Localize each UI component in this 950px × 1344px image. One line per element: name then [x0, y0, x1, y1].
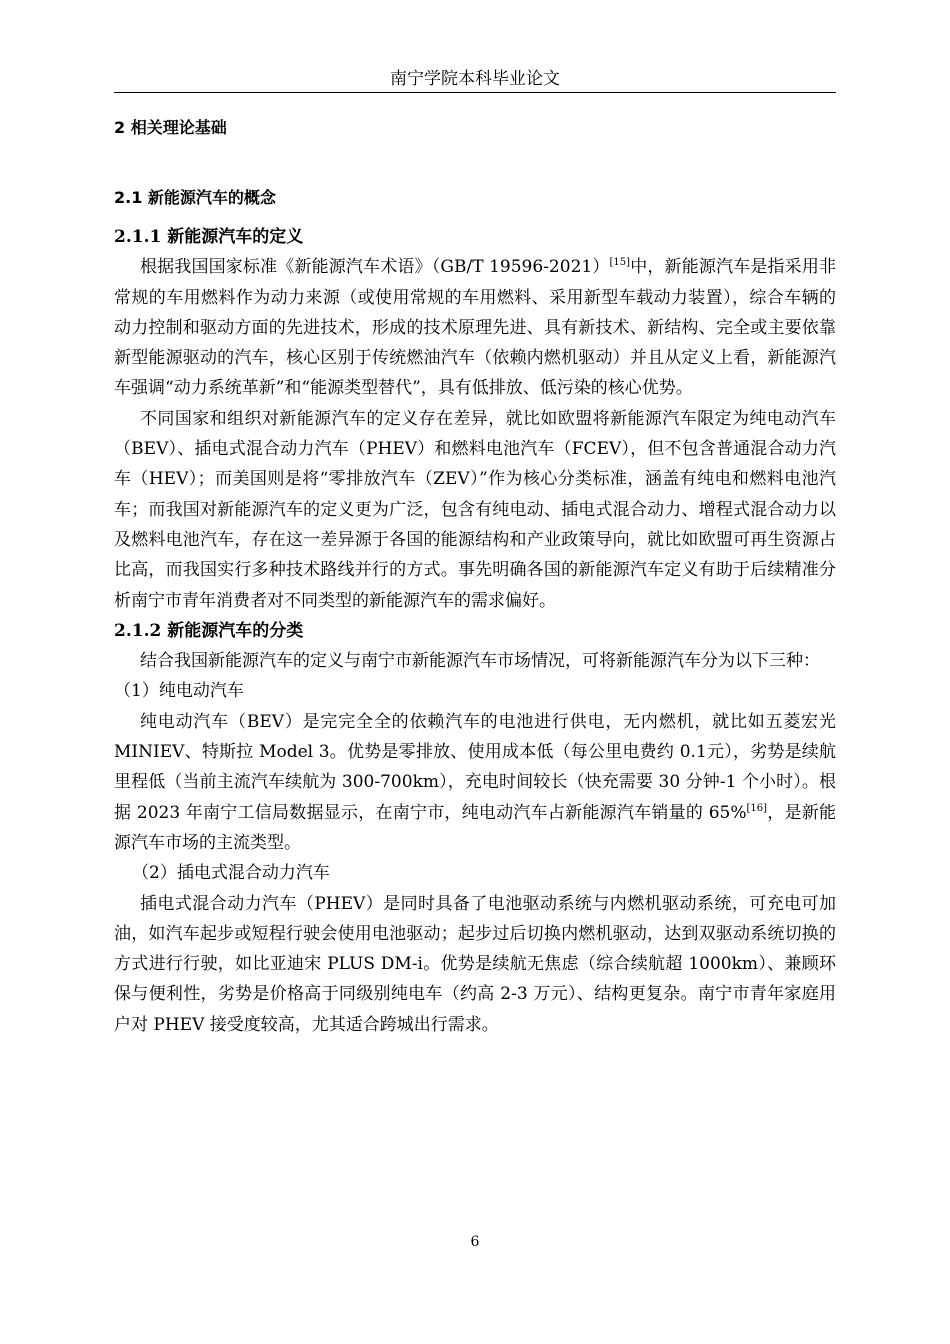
citation-ref-16: [16]	[746, 802, 768, 814]
paragraph-phev: 插电式混合动力汽车（PHEV）是同时具备了电池驱动系统与内燃机驱动系统，可充电可加油，如汽车起步或短程行驶会使用电池驱动；起步过后切换内燃机驱动，达到双驱动系统切换的方式进行行驶，如比亚迪宋 PLUS DM-i。优势是续航无焦虑（综合续航超 1000km）、兼顾环保与便利性，劣势是价格高于同级别纯电车（约高 2-3 万元）、结构更复杂。南宁市青年家庭用户对 PHEV 接受度较高，尤其适合跨城出行需求。	[114, 893, 836, 1035]
section-title-2-1: 2.1 新能源汽车的概念	[114, 188, 276, 207]
paragraph-definition-standard	[114, 252, 836, 403]
paragraph-text: ，是新能源汽车市场的主流类型。	[114, 802, 836, 853]
paragraph-bev	[114, 707, 836, 858]
paragraph-definition-differences: 不同国家和组织对新能源汽车的定义存在差异，就比如欧盟将新能源汽车限定为纯电动汽车（BEV）、插电式混合动力汽车（PHEV）和燃料电池汽车（FCEV），但不包含普通混合动力汽车（HEV）；而美国则是将“零排放汽车（ZEV）”作为核心分类标准，涵盖有纯电和燃料电池汽车；而我国对新能源汽车的定义更为广泛，包含有纯电动、插电式混合动力、增程式混合动力以及燃料电池汽车，存在这一差异源于各国的能源结构和产业政策导向，就比如欧盟可再生资源占比高，而我国实行多种技术路线并行的方式。事先明确各国的新能源汽车定义有助于后续精准分析南宁市青年消费者对不同类型的新能源汽车的需求偏好。	[114, 408, 836, 611]
section-spacer	[114, 214, 836, 222]
header-rule	[114, 92, 836, 93]
item-title-bev: （1）纯电动汽车	[114, 681, 244, 702]
chapter-title: 2 相关理论基础	[114, 118, 227, 137]
citation-ref-15: [15]	[609, 257, 631, 269]
paragraph-text: 纯电动汽车（BEV）是完完全全的依赖汽车的电池进行供电，无内燃机，就比如五菱宏光 MINIEV、特斯拉 Model 3。优势是零排放、使用成本低（每公里电费约 0.1元），劣势是续航里程低（当前主流汽车续航为 300-700km），充电时间较长（快充需要 30 分钟-1 个小时）。根据 2023 年南宁工信局数据显示，在南宁市，纯电动汽车占新能源汽车销量的 65%	[114, 711, 836, 823]
page-body	[114, 112, 836, 1040]
subsection-title-2-1-2: 2.1.2 新能源汽车的分类	[114, 620, 304, 641]
paragraph-text: 根据我国国家标准《新能源汽车术语》（GB/T 19596-2021）	[140, 257, 610, 278]
page-number: 6	[470, 1234, 480, 1250]
item-title-phev: （2）插电式混合动力汽车	[132, 863, 330, 884]
paragraph-classification-intro: 结合我国新能源汽车的定义与南宁市新能源汽车市场情况，可将新能源汽车分为以下三种：	[140, 651, 820, 672]
subsection-title-2-1-1: 2.1.1 新能源汽车的定义	[114, 227, 304, 247]
page-header: 南宁学院本科毕业论文	[390, 69, 560, 89]
paragraph-text: 中，新能源汽车是指采用非常规的车用燃料作为动力来源（或使用常规的车用燃料、采用新型车载动力装置），综合车辆的动力控制和驱动方面的先进技术，形成的技术原理先进、具有新技术、新结构、完全或主要依靠新型能源驱动的汽车，核心区别于传统燃油汽车（依赖内燃机驱动）并且从定义上看，新能源汽车强调“动力系统革新”和“能源类型替代”，具有低排放、低污染的核心优势。	[114, 257, 836, 399]
